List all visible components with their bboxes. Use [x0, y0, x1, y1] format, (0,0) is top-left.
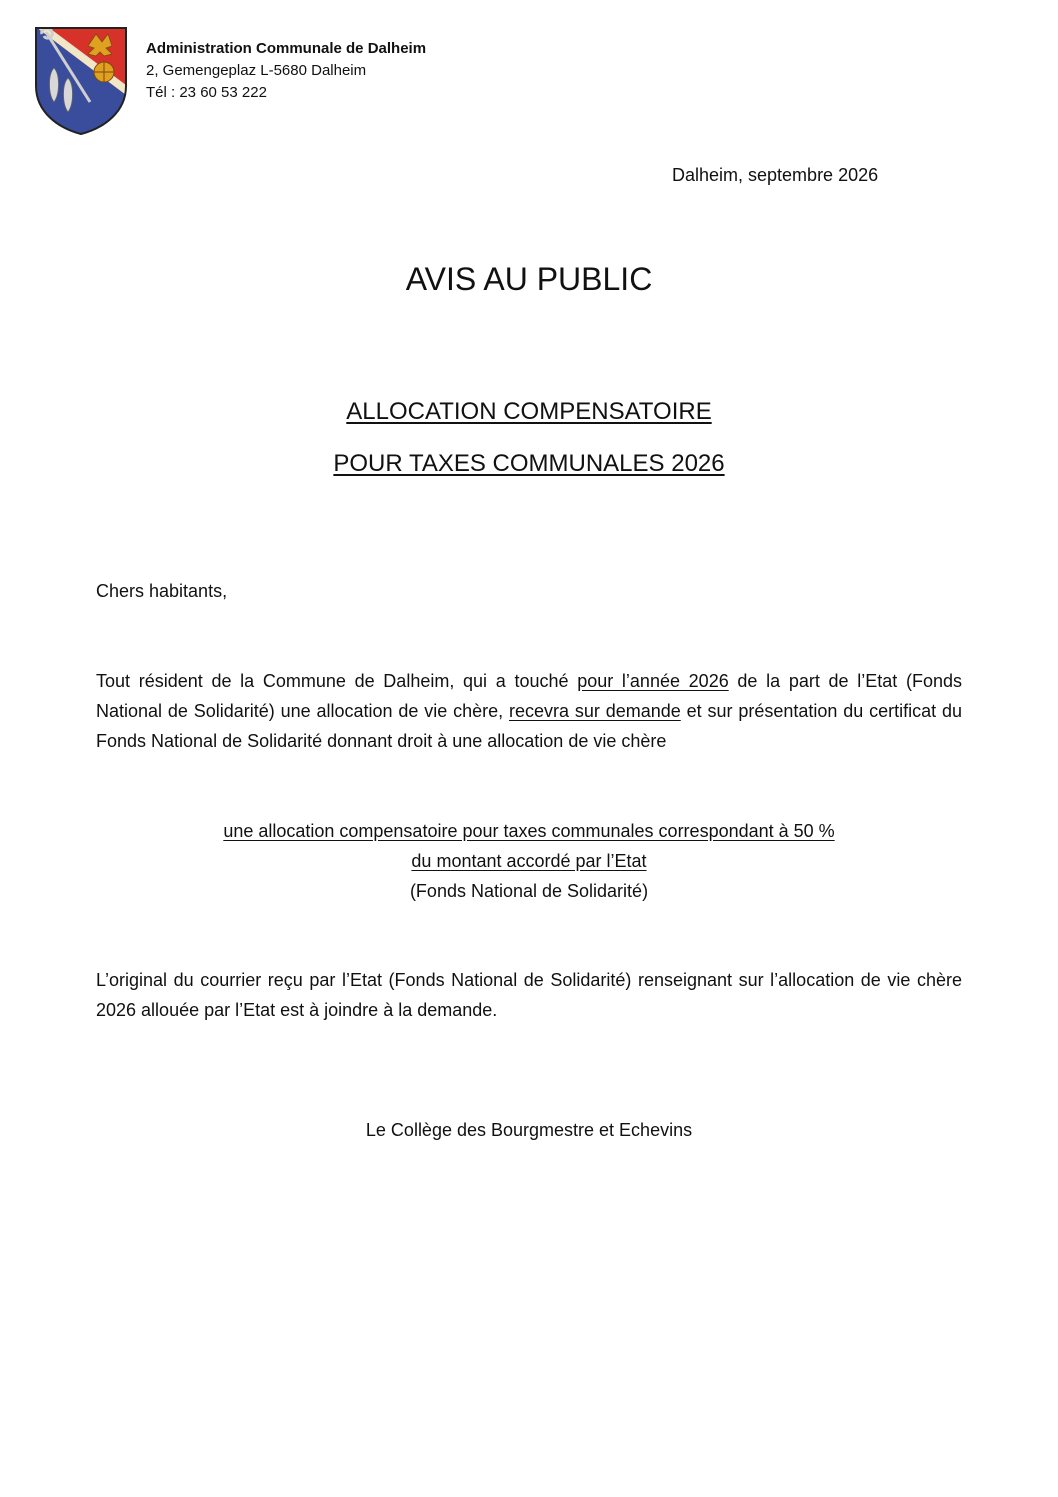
paragraph-requirements: L’original du courrier reçu par l’Etat (Fonds National de Solidarité) renseignant sur l’allocation de vie chère 2026 allouée par l’Etat est à joindre à la demande. — [96, 970, 962, 1020]
document-date: Dalheim, septembre 2026 — [672, 165, 879, 185]
organization-address: 2, Gemengeplaz L-5680 Dalheim — [146, 62, 367, 79]
paragraph-text: Tout résident de la Commune de Dalheim, qui a touché — [96, 671, 578, 691]
signature: Le Collège des Bourgmestre et Echevins — [365, 1120, 693, 1140]
document-title: AVIS AU PUBLIC — [405, 261, 653, 297]
subtitle-line-2: POUR TAXES COMMUNALES 2026 — [333, 450, 725, 477]
subtitle-line-1: ALLOCATION COMPENSATOIRE — [346, 398, 712, 425]
paragraph-eligibility — [96, 666, 962, 756]
paragraph-text: et sur présentation du certificat du Fonds National de Solidarité donnant droit à une allocation de vie chère — [96, 701, 962, 751]
paragraph-text: de la part de l’Etat (Fonds National de Solidarité) une allocation de vie chère, — [96, 671, 962, 721]
letterhead — [146, 38, 426, 104]
greeting: Chers habitants, — [96, 581, 228, 601]
allocation-statement — [0, 816, 1058, 906]
coat-of-arms-logo — [32, 24, 130, 136]
underlined-year: pour l’année 2026 — [577, 671, 729, 691]
allocation-line-1: une allocation compensatoire pour taxes communales correspondant à 50 % — [223, 821, 835, 841]
organization-phone: Tél : 23 60 53 222 — [146, 84, 267, 101]
organization-name: Administration Communale de Dalheim — [146, 40, 427, 57]
underlined-on-request: recevra sur demande — [509, 701, 681, 721]
allocation-line-2: du montant accordé par l’Etat — [411, 851, 647, 871]
allocation-line-3: (Fonds National de Solidarité) — [409, 881, 649, 901]
